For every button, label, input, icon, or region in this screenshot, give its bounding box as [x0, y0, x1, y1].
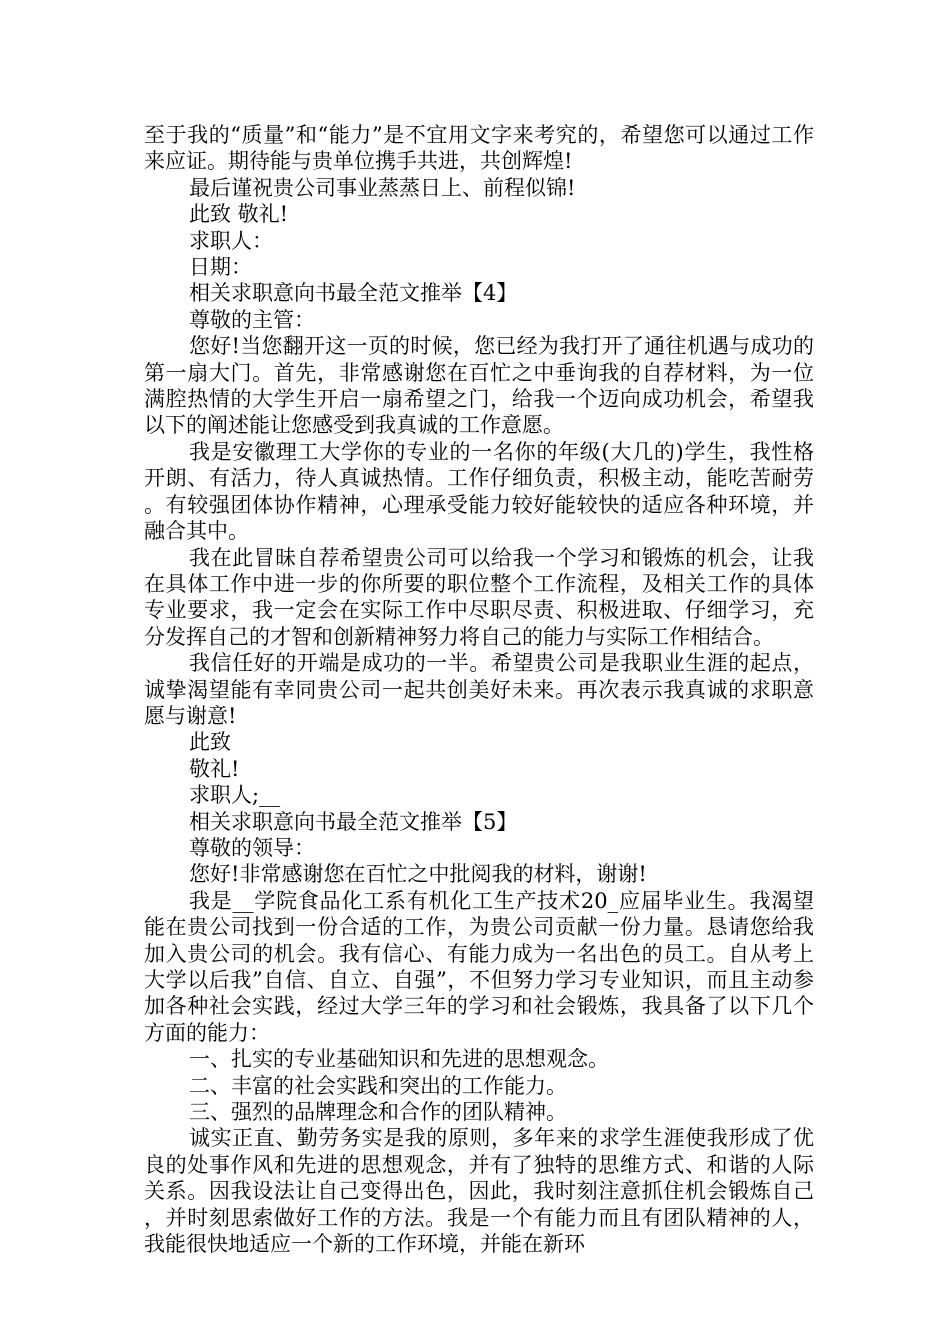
paragraph-greeting-leader: 尊敬的领导：: [189, 835, 315, 860]
paragraph-self-intro: 我是安徽理工大学你的专业的一名你的年级(大几的)学生，我性格开朗、有活力，待人真诚热情。工作仔细负责，积极主动，能吃苦耐劳。有较强团体协作精神，心理承受能力较好能较快的适应各种环境，并融合其中。: [144, 439, 814, 544]
paragraph-thanks: 您好!非常感谢您在百忙之中批阅我的材料，谢谢!: [189, 862, 647, 887]
paragraph-opening: 您好!当您翻开这一页的时候，您已经为我打开了通往机遇与成功的第一扇大门。首先，非常感谢您在百忙之中垂询我的自荐材料，为一位满腔热情的大学生开启一扇希望之门，给我一个迈向成功机会，希望我以下的阐述能让您感受到我真诚的工作意愿。: [144, 334, 814, 438]
document-body: [144, 122, 814, 1257]
paragraph-greeting-supervisor: 尊敬的主管：: [189, 307, 315, 332]
paragraph-quality-ability: 至于我的“质量”和“能力”是不宜用文字来考究的，希望您可以通过工作来应证。期待能与贵单位携手共进，共创辉煌!: [144, 123, 814, 174]
paragraph-jingli: 敬礼!: [189, 756, 240, 781]
paragraph-salutation: 此致 敬礼!: [189, 202, 289, 227]
list-item-2: 二、丰富的社会实践和突出的工作能力。: [189, 1073, 567, 1098]
paragraph-applicant-blank: 求职人;__: [189, 783, 281, 808]
paragraph-applicant: 求职人：: [189, 228, 273, 253]
list-item-1: 一、扎实的专业基础知识和先进的思想观念。: [189, 1047, 609, 1072]
paragraph-date: 日期：: [189, 255, 252, 280]
paragraph-principles: 诚实正直、勤劳务实是我的原则，多年来的求学生涯使我形成了优良的处事作风和先进的思想观念，并有了独特的思维方式、和谐的人际关系。因我设法让自己变得出色，因此，我时刻注意抓住机会锻炼自己，并时刻思索做好工作的方法。我是一个有能力而且有团队精神的人，我能很快地适应一个新的工作环境，并能在新环: [144, 1126, 814, 1257]
paragraph-graduate-intro: 我是__学院食品化工系有机化工生产技术20_应届毕业生。我渴望能在贵公司找到一份合适的工作，为贵公司贡献一份力量。恳请您给我加入贵公司的机会。我有信心、有能力成为一名出色的员工。自从考上大学以后我”自信、自立、自强”，不但努力学习专业知识，而且主动参加各种社会实践，经过大学三年的学习和社会锻炼，我具备了以下几个方面的能力：: [144, 888, 814, 1045]
paragraph-good-start: 我信任好的开端是成功的一半。希望贵公司是我职业生涯的起点，诚挚渴望能有幸同贵公司一起共创美好未来。再次表示我真诚的求职意愿与谢意!: [144, 651, 814, 728]
paragraph-cizhi: 此致: [189, 730, 231, 755]
section-heading-4: 相关求职意向书最全范文推举【4】: [189, 281, 518, 306]
paragraph-self-recommend: 我在此冒昧自荐希望贵公司可以给我一个学习和锻炼的机会，让我在具体工作中进一步的你所要的职位整个工作流程，及相关工作的具体专业要求，我一定会在实际工作中尽职尽责、积极进取、仔细学习，充分发挥自己的才智和创新精神努力将自己的能力与实际工作相结合。: [144, 545, 814, 649]
list-item-3: 三、强烈的品牌理念和合作的团队精神。: [189, 1100, 567, 1125]
section-heading-5: 相关求职意向书最全范文推举【5】: [189, 809, 518, 834]
paragraph-best-wishes: 最后谨祝贵公司事业蒸蒸日上、前程似锦!: [189, 175, 576, 200]
